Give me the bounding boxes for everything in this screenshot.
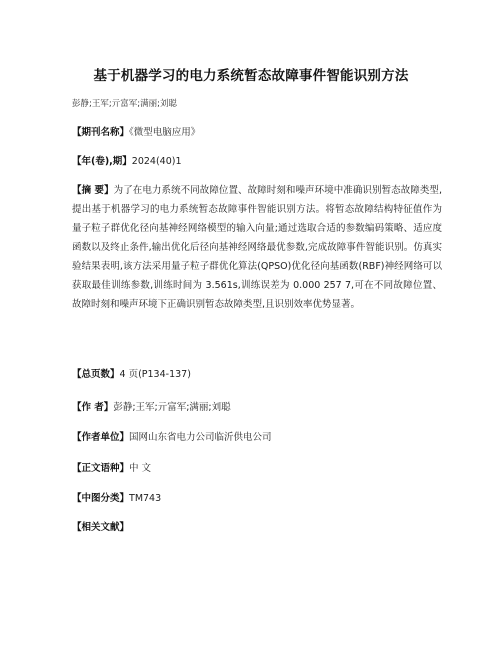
related-label: 【相关文献】 [72,522,130,533]
language-label: 【正文语种】 [72,463,130,474]
authors-value: 彭静;王军;亓富军;满丽;刘聪 [113,402,231,413]
year-label: 【年(卷),期】 [72,156,132,167]
clc-label: 【中图分类】 [72,493,130,504]
pages-field [72,365,442,384]
authors-field [72,398,442,417]
language-value: 中 文 [129,463,152,474]
author-line: 彭静;王军;亓富军;满丽;刘聪 [72,99,177,109]
journal-value: 《微型电脑应用》 [129,127,201,138]
abstract-field [72,181,442,314]
year-value: 2024(40)1 [131,156,182,167]
language-field [72,459,442,478]
affiliation-value: 国网山东省电力公司临沂供电公司 [129,432,272,443]
year-field [72,152,442,171]
paper-title: 基于机器学习的电力系统暂态故障事件智能识别方法 [93,68,409,84]
related-field [72,518,442,537]
abstract-text: 为了在电力系统不同故障位置、故障时刻和噪声环境中准确识别暂态故障类型,提出基于机器学习的电力系统暂态故障事件智能识别方法。将暂态故障结构特征值作为量子粒子群优化径向基神经网络模型的输入向量;通过选取合适的参数编码策略、适应度函数以及终止条件,输出优化后径向基神经网络最优参数,完成故障事件智能识别。仿真实验结果表明,该方法采用量子粒子群优化算法(QPSO)优化径向基函数(RBF)神经网络可以获取最佳训练参数,训练时间为 3.561s,训练误差为 0.000 257 7,可在不同故障位置、故障时刻和噪声环境下正确识别暂态故障类型,且识别效率优势显著。 [72,185,442,310]
journal-label: 【期刊名称】 [72,127,130,138]
pages-label: 【总页数】 [72,369,120,380]
clc-field [72,489,442,508]
clc-value: TM743 [129,493,162,504]
pages-value: 4 页(P134-137) [119,369,191,380]
journal-field [72,123,442,142]
authors-label: 【作 者】 [72,402,114,413]
abstract-label: 【摘 要】 [72,185,114,196]
affiliation-label: 【作者单位】 [72,432,130,443]
affiliation-field [72,428,442,447]
